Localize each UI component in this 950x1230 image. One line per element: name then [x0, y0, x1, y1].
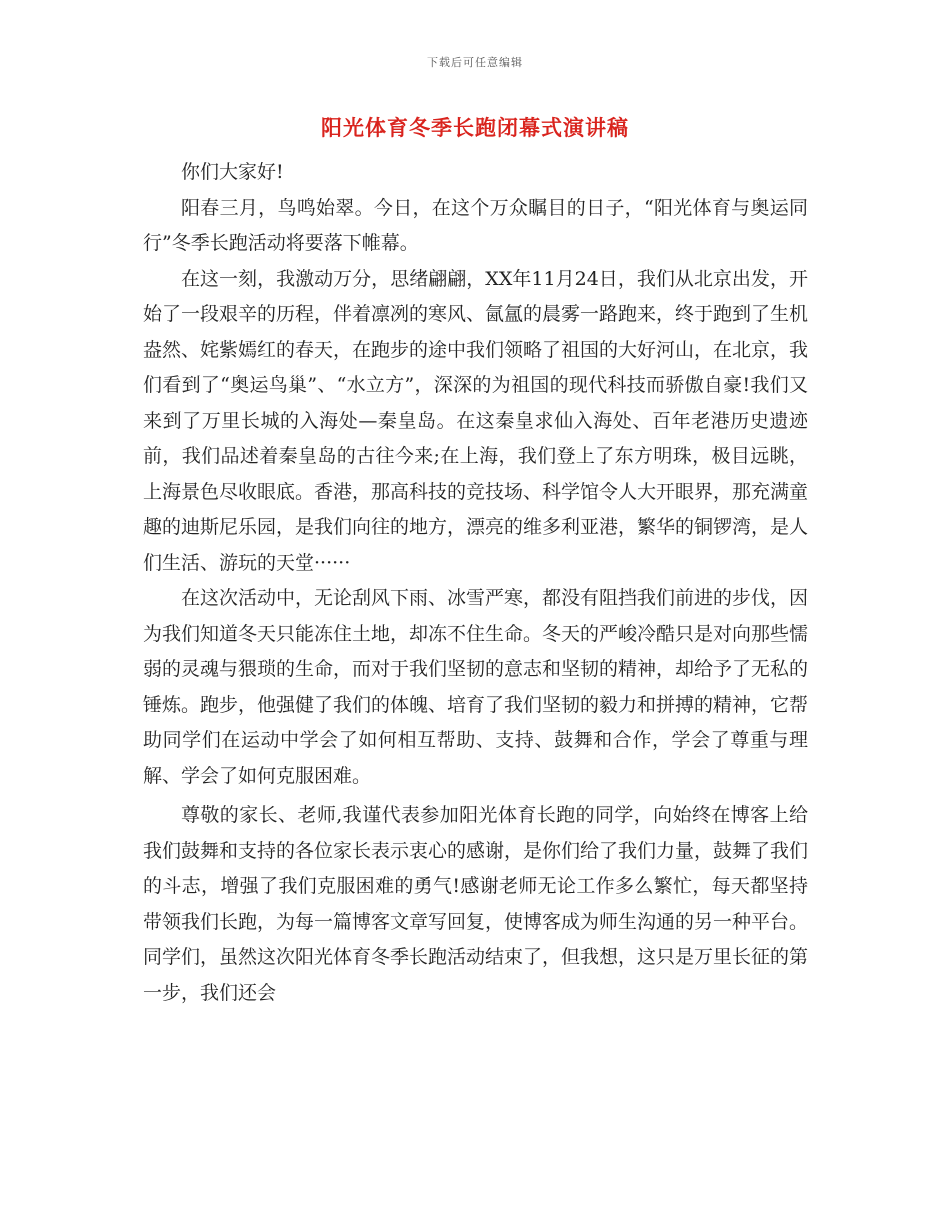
- paragraph-journey: 在这一刻，我激动万分，思绪翩翩，XX年11月24日，我们从北京出发，开始了一段艰辛的历程，伴着凛冽的寒风、氤氲的晨雾一路跑来，终于跑到了生机盎然、姹紫嫣红的春天，在跑步的途中我们领略了祖国的大好河山，在北京，我们看到了“奥运鸟巢”、“水立方”，深深的为祖国的现代科技而骄傲自豪!我们又来到了万里长城的入海处—秦皇岛。在这秦皇求仙入海处、百年老港历史遗迹前，我们品述着秦皇岛的古往今来;在上海，我们登上了东方明珠，极目远眺，上海景色尽收眼底。香港，那高科技的竞技场、科学馆令人大开眼界，那充满童趣的迪斯尼乐园，是我们向往的地方，漂亮的维多利亚港，繁华的铜锣湾，是人们生活、游玩的天堂······: [143, 267, 809, 574]
- paragraph-perseverance: 在这次活动中，无论刮风下雨、冰雪严寒，都没有阻挡我们前进的步伐，因为我们知道冬天只能冻住土地，却冻不住生命。冬天的严峻冷酷只是对向那些懦弱的灵魂与猥琐的生命，而对于我们坚韧的意志和坚韧的精神，却给予了无私的锤炼。跑步，他强健了我们的体魄、培育了我们坚韧的毅力和拼搏的精神，它帮助同学们在运动中学会了如何相互帮助、支持、鼓舞和合作，学会了尊重与理解、学会了如何克服困难。: [143, 587, 809, 787]
- document-title: 阳光体育冬季长跑闭幕式演讲稿: [321, 115, 629, 140]
- paragraph-opening: 阳春三月，鸟鸣始翠。今日，在这个万众瞩目的日子，“阳光体育与奥运同行”冬季长跑活动将要落下帷幕。: [143, 196, 808, 254]
- paragraph-greeting: 你们大家好!: [181, 161, 284, 183]
- paragraph-thanks: 尊敬的家长、老师,我谨代表参加阳光体育长跑的同学，向始终在博客上给我们鼓舞和支持的各位家长表示衷心的感谢，是你们给了我们力量，鼓舞了我们的斗志，增强了我们克服困难的勇气!感谢老师无论工作多么繁忙，每天都坚持带领我们长跑，为每一篇博客文章写回复，使博客成为师生沟通的另一种平台。同学们，虽然这次阳光体育冬季长跑活动结束了，但我想，这只是万里长征的第一步，我们还会: [143, 804, 809, 1004]
- document-body: [143, 155, 808, 1011]
- header-note: 下载后可任意编辑: [427, 56, 523, 69]
